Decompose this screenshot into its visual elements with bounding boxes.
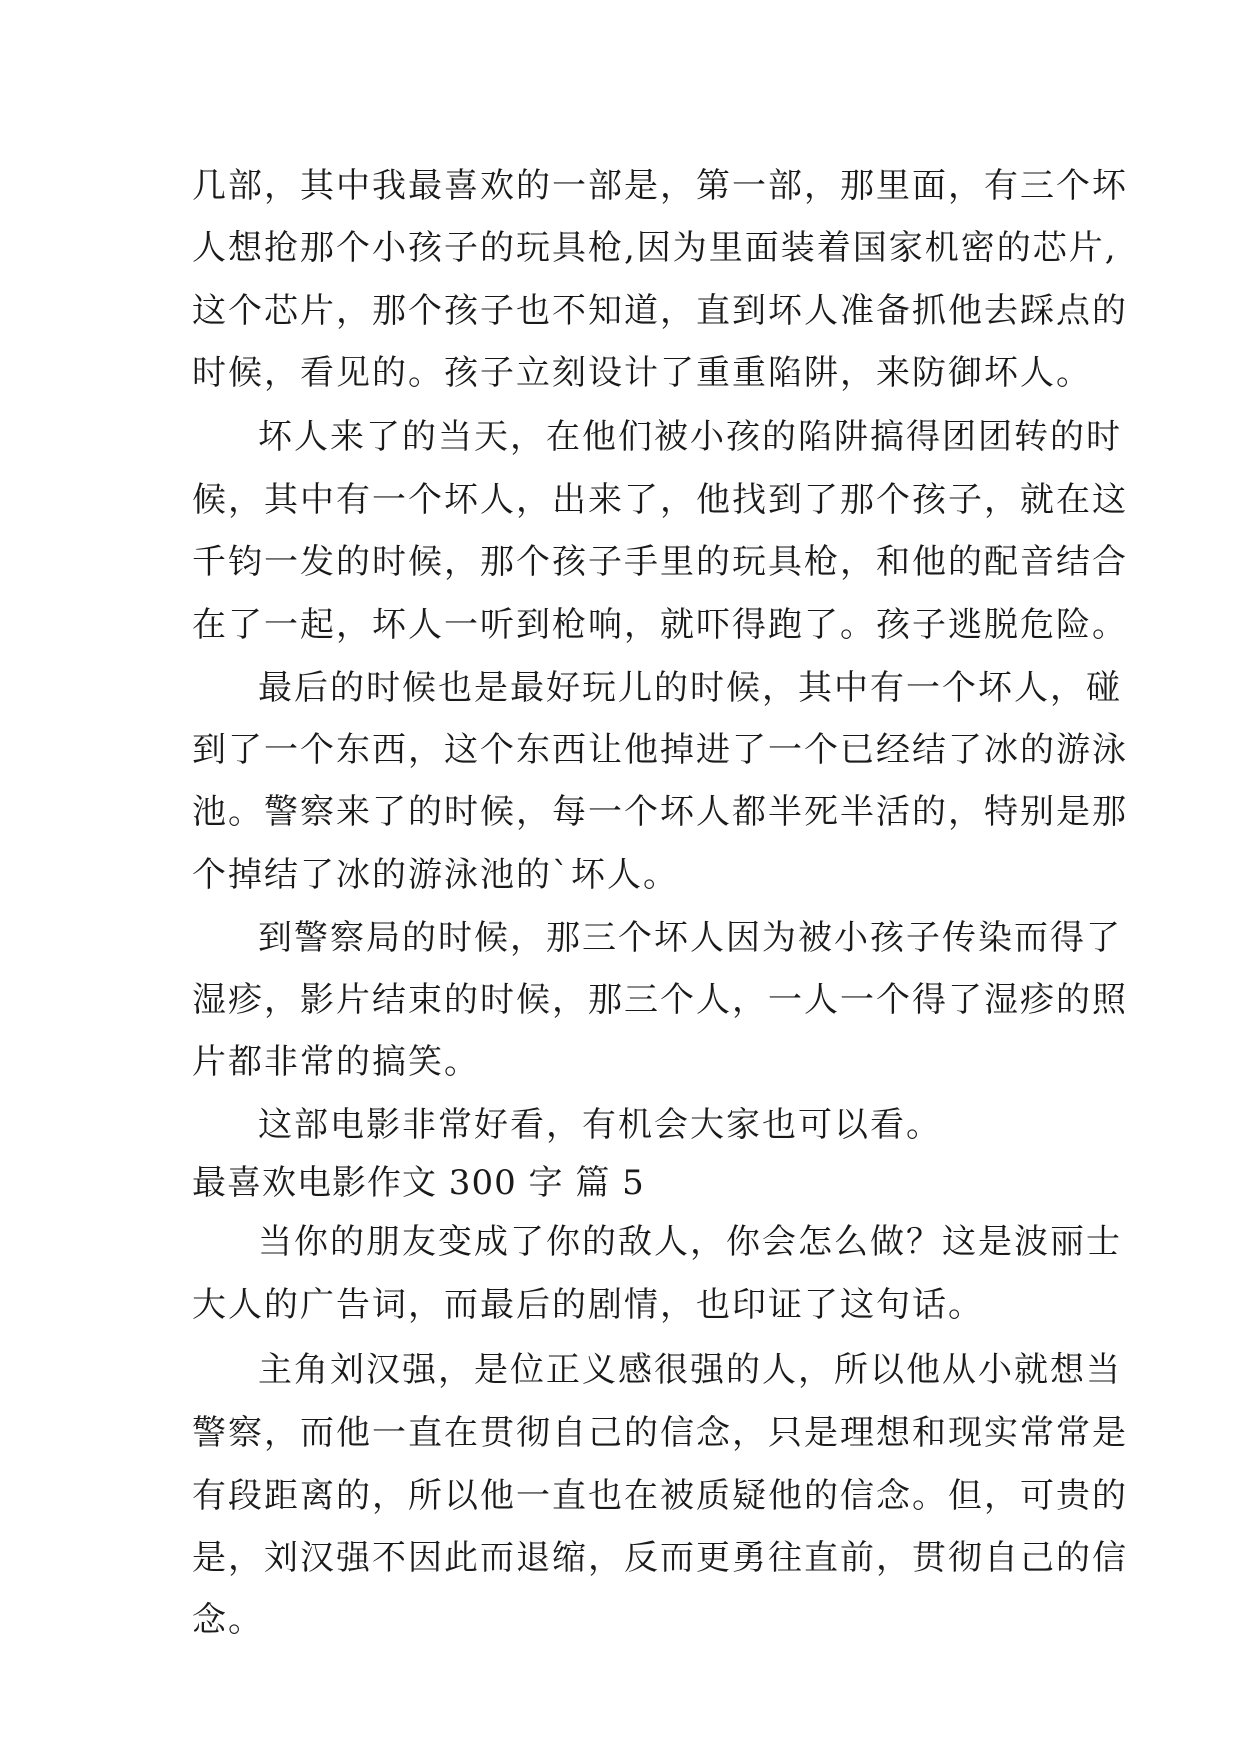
text-line: 这个芯片，那个孩子也不知道，直到坏人准备抓他去踩点的 [192, 291, 1128, 331]
paragraph-first-line: 到警察局的时候，那三个坏人因为被小孩子传染而得了 [258, 918, 1122, 958]
text-line: 千钧一发的时候，那个孩子手里的玩具枪，和他的配音结合 [192, 542, 1128, 582]
text-line: 片都非常的搞笑。 [192, 1042, 480, 1082]
text-line: 有段距离的，所以他一直也在被质疑他的信念。但，可贵的 [192, 1476, 1128, 1516]
text-line: 在了一起，坏人一听到枪响，就吓得跑了。孩子逃脱危险。 [192, 605, 1128, 645]
text-line: 到了一个东西，这个东西让他掉进了一个已经结了冰的游泳 [192, 730, 1128, 770]
section-heading: 最喜欢电影作文 300 字 篇 5 [192, 1163, 645, 1203]
text-line: 念。 [192, 1600, 264, 1640]
text-line: 候，其中有一个坏人，出来了，他找到了那个孩子，就在这 [192, 480, 1128, 520]
text-line: 池。警察来了的时候，每一个坏人都半死半活的，特别是那 [192, 792, 1128, 832]
paragraph-first-line: 坏人来了的当天，在他们被小孩的陷阱搞得团团转的时 [258, 417, 1122, 457]
paragraph-first-line: 这部电影非常好看，有机会大家也可以看。 [258, 1105, 942, 1145]
text-line: 时候，看见的。孩子立刻设计了重重陷阱，来防御坏人。 [192, 353, 1092, 393]
paragraph-first-line: 最后的时候也是最好玩儿的时候，其中有一个坏人，碰 [258, 668, 1122, 708]
text-line: 几部，其中我最喜欢的一部是，第一部，那里面，有三个坏 [192, 166, 1128, 206]
text-line: 个掉结了冰的游泳池的`坏人。 [192, 855, 679, 895]
text-line: 湿疹，影片结束的时候，那三个人，一人一个得了湿疹的照 [192, 980, 1128, 1020]
text-line: 人想抢那个小孩子的玩具枪,因为里面装着国家机密的芯片, [192, 228, 1118, 268]
text-line: 是，刘汉强不因此而退缩，反而更勇往直前，贯彻自己的信 [192, 1538, 1128, 1578]
paragraph-first-line: 主角刘汉强，是位正义感很强的人，所以他从小就想当 [258, 1350, 1122, 1390]
paragraph-first-line: 当你的朋友变成了你的敌人，你会怎么做？这是波丽士 [258, 1222, 1122, 1262]
text-line: 警察，而他一直在贯彻自己的信念，只是理想和现实常常是 [192, 1413, 1128, 1453]
text-line: 大人的广告词，而最后的剧情，也印证了这句话。 [192, 1285, 984, 1325]
